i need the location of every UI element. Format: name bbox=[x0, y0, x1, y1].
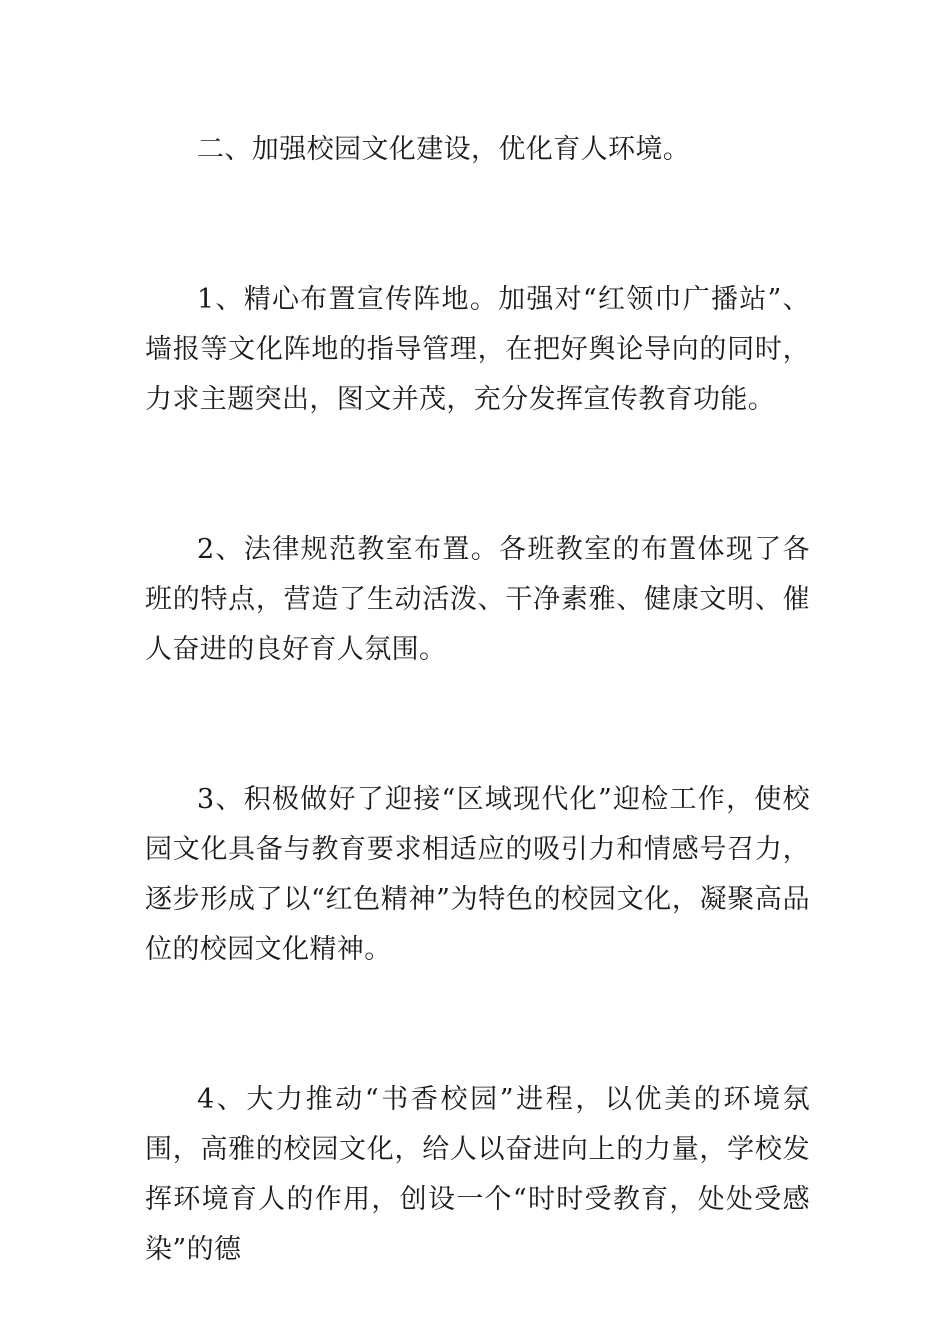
paragraph-item-2: 2、法律规范教室布置。各班教室的布置体现了各班的特点，营造了生动活泼、干净素雅、健康文明、催人奋进的良好育人氛围。 bbox=[145, 534, 810, 665]
paragraph-item-3: 3、积极做好了迎接“区域现代化”迎检工作，使校园文化具备与教育要求相适应的吸引力和情感号召力，逐步形成了以“红色精神”为特色的校园文化，凝聚高品位的校园文化精神。 bbox=[145, 784, 810, 965]
section-heading: 二、加强校园文化建设，优化育人环境。 bbox=[197, 134, 691, 165]
paragraph-item-1: 1、精心布置宣传阵地。加强对“红领巾广播站”、墙报等文化阵地的指导管理，在把好舆论导向的同时，力求主题突出，图文并茂，充分发挥宣传教育功能。 bbox=[145, 284, 810, 415]
paragraph-item-4: 4、大力推动“书香校园”进程，以优美的环境氛围，高雅的校园文化，给人以奋进向上的力量，学校发挥环境育人的作用，创设一个“时时受教育，处处受感染”的德 bbox=[145, 1084, 810, 1265]
